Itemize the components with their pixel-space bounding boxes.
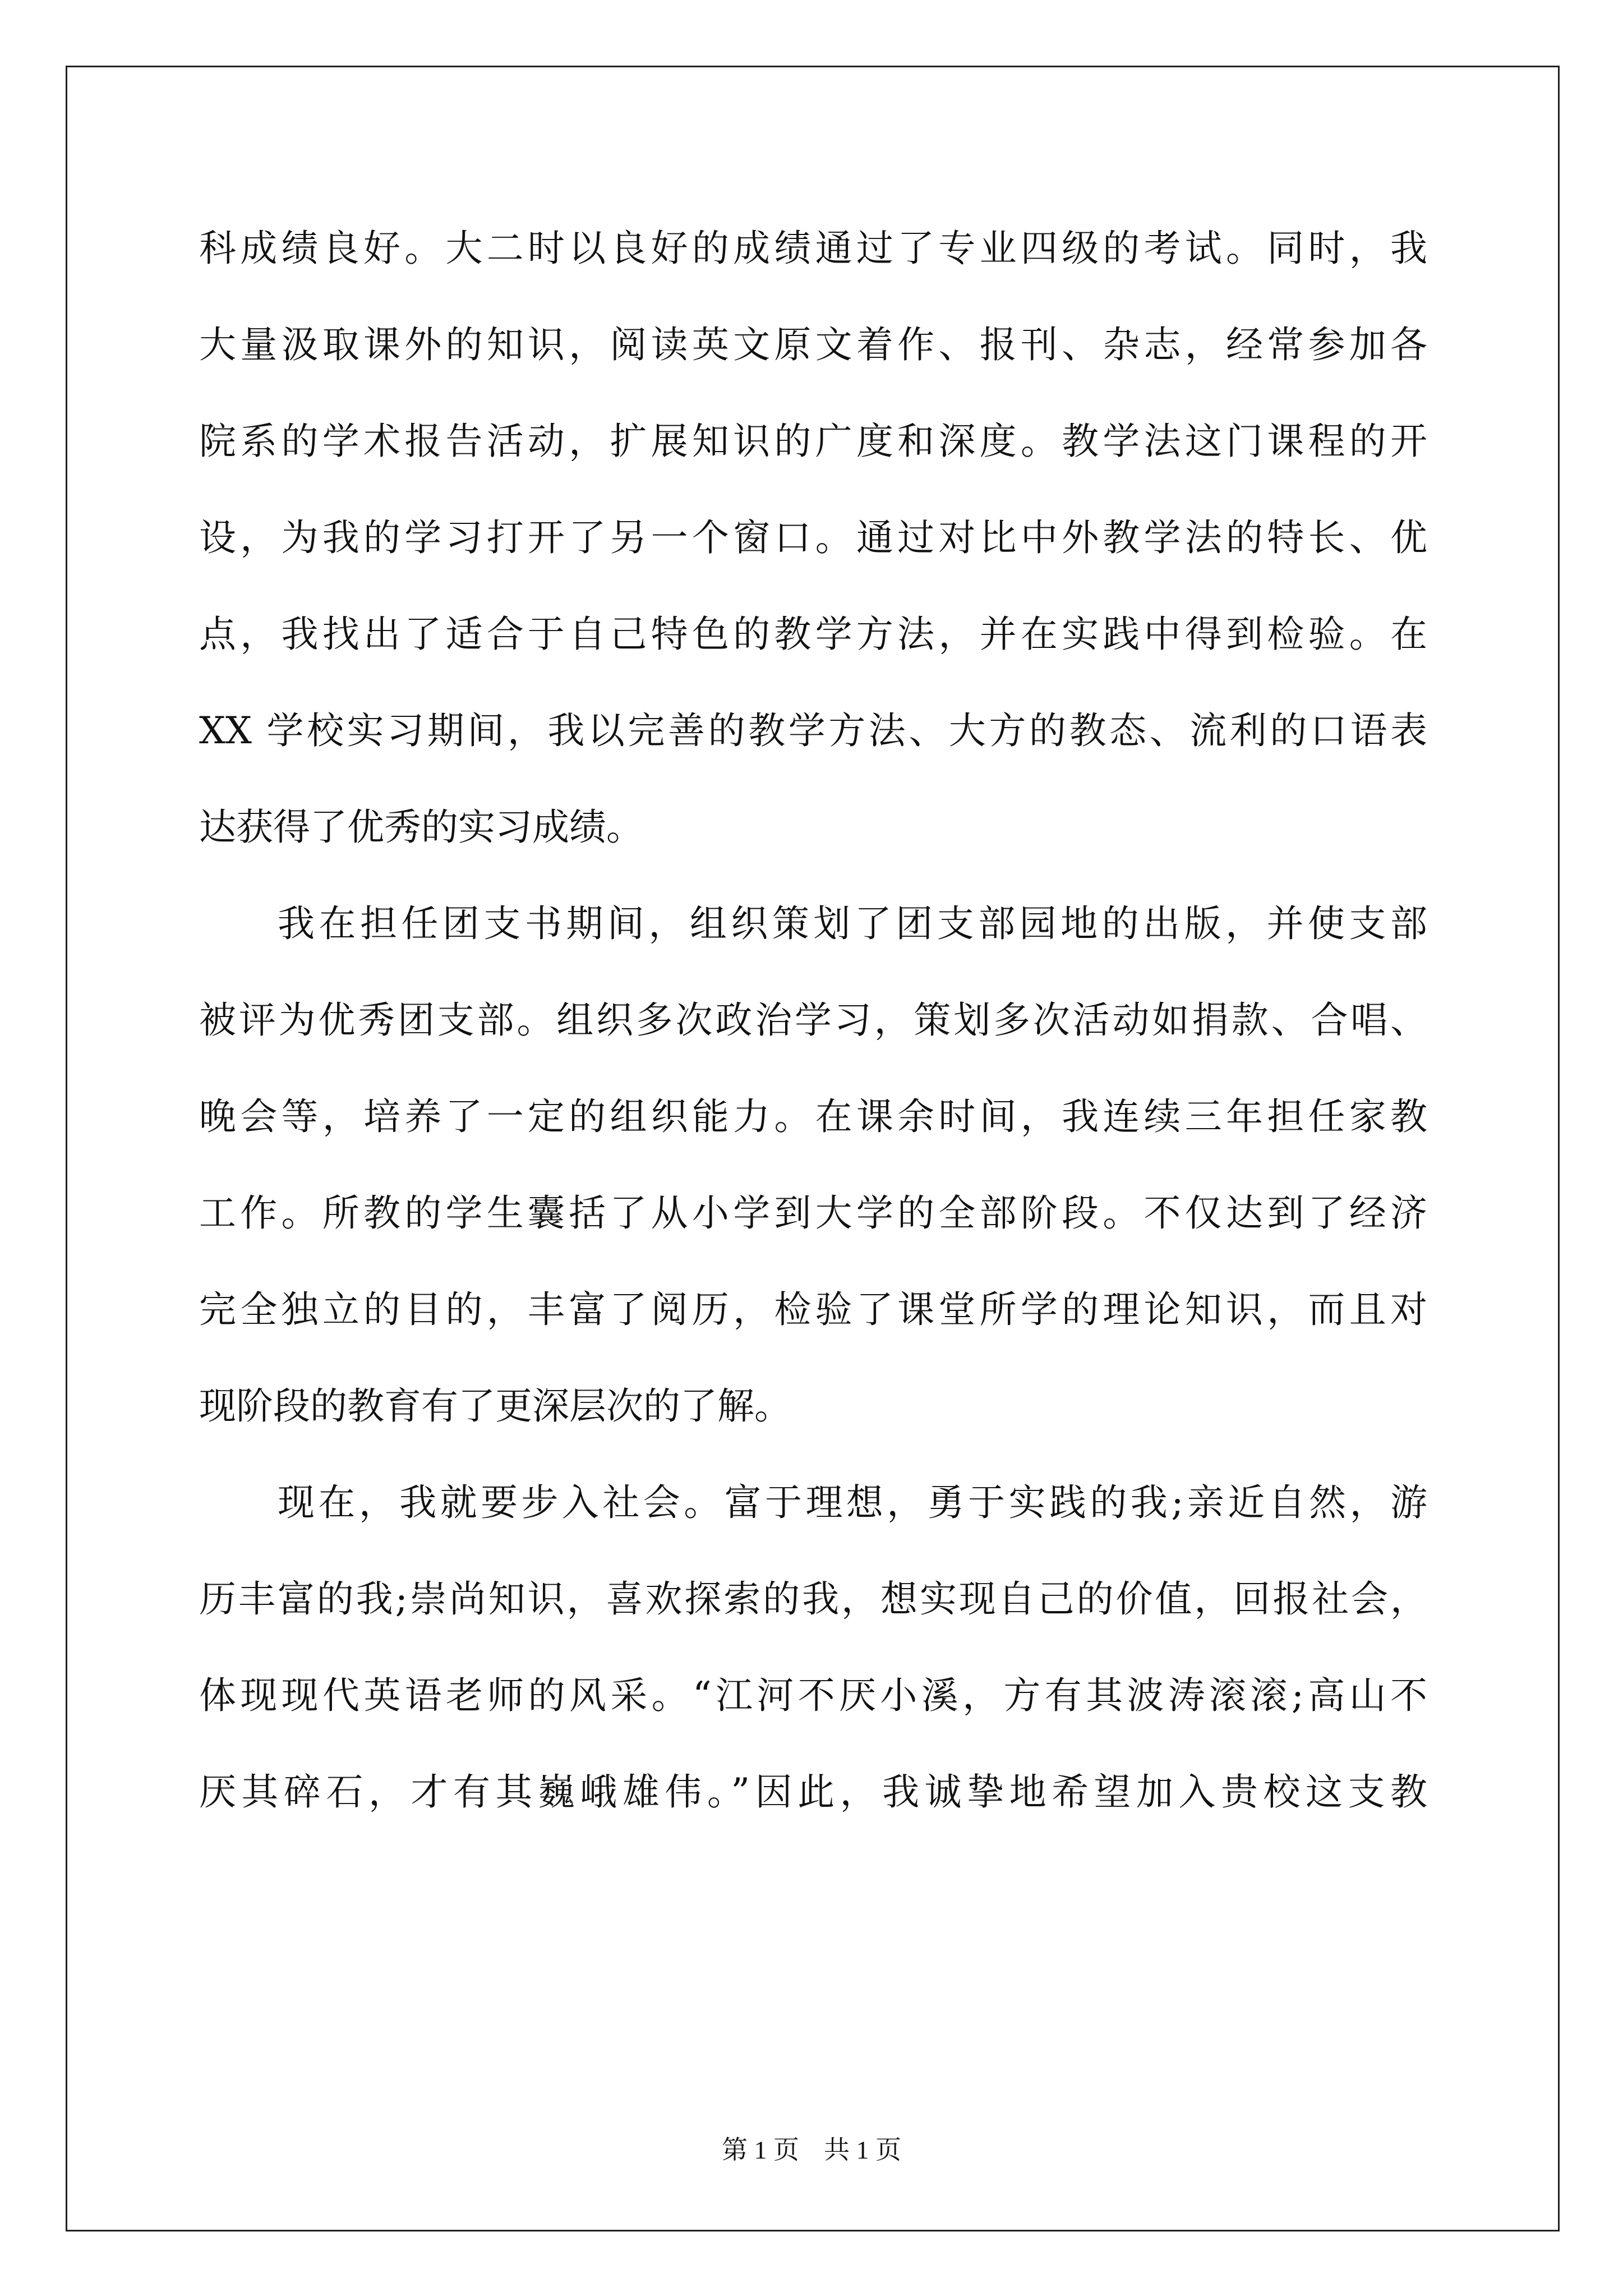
body-line-3: 院系的学术报告活动，扩展知识的广度和深度。教学法这门课程的开 [199, 420, 1427, 463]
body-line-5: 点，我找出了适合于自己特色的教学方法，并在实践中得到检验。在 [199, 613, 1427, 656]
paragraph-2-line-6: 现阶段的教育有了更深层次的了解。 [199, 1384, 791, 1428]
page-border [66, 66, 1560, 2231]
paragraph-2-line-5: 完全独立的目的，丰富了阅历，检验了课堂所学的理论知识，而且对 [199, 1288, 1427, 1331]
total-pages-label: 共 1 页 [824, 2136, 901, 2164]
paragraph-2-line-1: 我在担任团支书期间，组织策划了团支部园地的出版，并使支部 [278, 902, 1427, 945]
paragraph-3-line-3: 体现现代英语老师的风采。“江河不厌小溪，方有其波涛滚滚;高山不 [199, 1674, 1427, 1717]
body-line-6: XX 学校实习期间，我以完善的教学方法、大方的教态、流利的口语表 [199, 709, 1427, 752]
body-line-1: 科成绩良好。大二时以良好的成绩通过了专业四级的考试。同时，我 [199, 227, 1427, 270]
page-footer [0, 2137, 1623, 2163]
page-number-label: 第 1 页 [722, 2136, 799, 2164]
body-line-4: 设，为我的学习打开了另一个窗口。通过对比中外教学法的特长、优 [199, 516, 1427, 559]
body-line-2: 大量汲取课外的知识，阅读英文原文着作、报刊、杂志，经常参加各 [199, 323, 1427, 366]
paragraph-2-line-3: 晚会等，培养了一定的组织能力。在课余时间，我连续三年担任家教 [199, 1095, 1427, 1138]
paragraph-3-line-2: 历丰富的我;崇尚知识，喜欢探索的我，想实现自己的价值，回报社会， [199, 1577, 1427, 1621]
paragraph-2-line-4: 工作。所教的学生囊括了从小学到大学的全部阶段。不仅达到了经济 [199, 1191, 1427, 1235]
paragraph-3-line-4: 厌其碎石，才有其巍峨雄伟。”因此，我诚挚地希望加入贵校这支教 [199, 1770, 1427, 1814]
body-line-7: 达获得了优秀的实习成绩。 [199, 806, 643, 849]
paragraph-2-line-2: 被评为优秀团支部。组织多次政治学习，策划多次活动如捐款、合唱、 [199, 999, 1427, 1042]
paragraph-3-line-1: 现在，我就要步入社会。富于理想，勇于实践的我;亲近自然，游 [278, 1481, 1427, 1524]
